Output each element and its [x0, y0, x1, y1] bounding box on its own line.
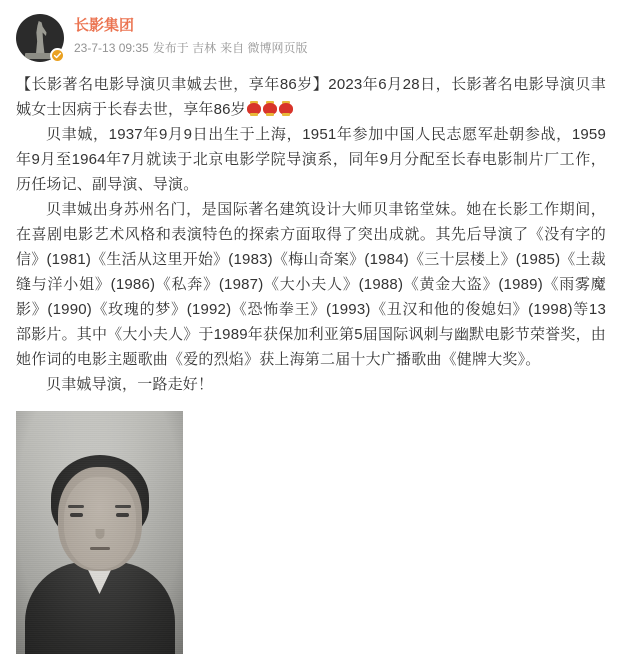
paragraph-3: 贝聿娍出身苏州名门，是国际著名建筑设计大师贝聿铭堂妹。她在长影工作期间，在喜剧电影艺术风格和表演特色的探索方面取得了突出成就。其先后导演了《没有字的信》(1981)《生活从这里开始》(1983)《梅山奇案》(1984)《三十层楼上》(1985)《土裁缝与洋小姐》(1986)《私奔》(1987)《大小夫人》(1988)《黄金大盗》(1989)《雨雾魔影》(1990)《玫瑰的梦》(1992)《恐怖拳王》(1993)《丑汉和他的俊媳妇》(1998)等13部影片。其中《大小夫人》于1989年获保加利亚第5届国际讽刺与幽默电影节荣誉奖，由她作词的电影主题歌曲《爱的烈焰》获上海第二届十大广播歌曲《健牌大奖》。 — [16, 201, 606, 368]
paragraph-1-rest: 2023年6月28日，长影著名电影导演贝聿娍女士因病于长春去世，享年86岁 — [16, 76, 606, 118]
post-images — [16, 411, 606, 654]
lantern-emoji — [246, 101, 262, 117]
account-name[interactable]: 长影集团 — [74, 17, 135, 34]
post-source[interactable]: 微博网页版 — [247, 41, 308, 55]
paragraph-2: 贝聿娍，1937年9月9日出生于上海，1951年参加中国人民志愿军赴朝参战，1959年9月至1964年7月就读于北京电影学院导演系，同年9月分配至长春电影制片厂工作，历任场记、副导演、导演。 — [16, 126, 606, 193]
paragraph-headline — [16, 72, 606, 122]
statue-icon — [34, 21, 47, 55]
photo-grain — [16, 411, 183, 654]
post-header — [16, 14, 606, 62]
avatar[interactable] — [16, 14, 64, 62]
post-content — [16, 72, 606, 397]
portrait-photo[interactable] — [16, 411, 183, 654]
lantern-emoji — [278, 101, 294, 117]
post-headline: 【长影著名电影导演贝聿娍去世，享年86岁】 — [16, 76, 329, 93]
source-prefix: 来自 — [220, 41, 245, 55]
post-location[interactable]: 吉林 — [192, 41, 217, 55]
publish-prefix: 发布于 — [152, 41, 189, 55]
verified-badge-icon — [50, 48, 65, 63]
post-meta — [74, 40, 307, 57]
paragraph-4: 贝聿娍导演，一路走好！ — [46, 376, 214, 393]
lantern-emoji — [262, 101, 278, 117]
header-text — [74, 14, 307, 57]
post-timestamp: 23-7-13 09:35 — [74, 41, 149, 55]
